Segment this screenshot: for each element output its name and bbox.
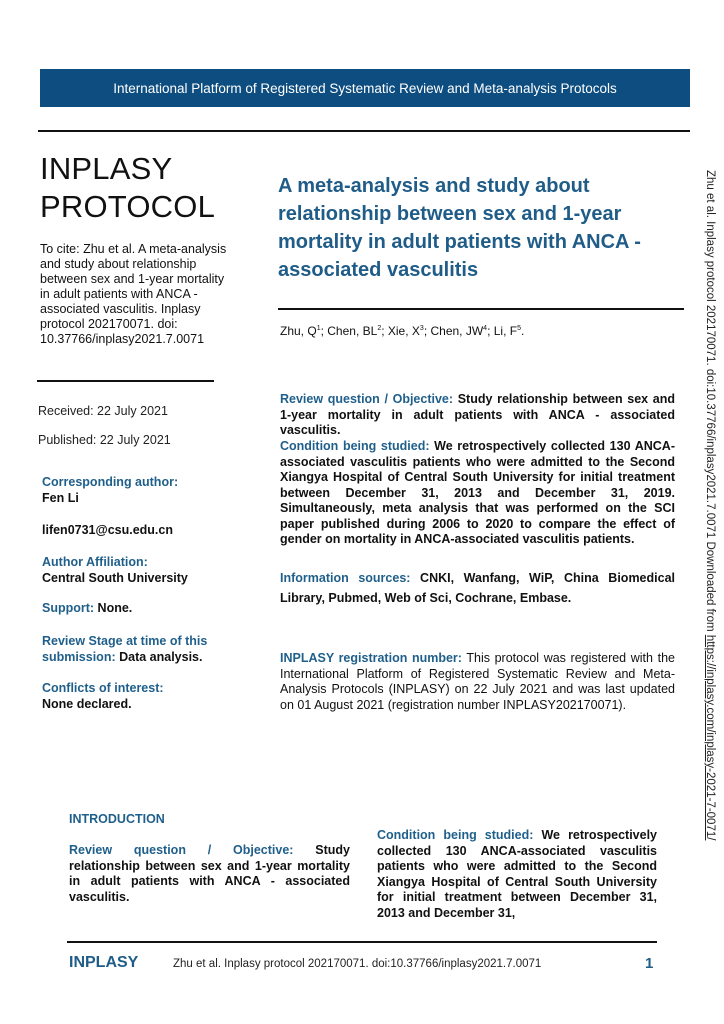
corresponding-name: Fen Li xyxy=(42,491,79,505)
intro-review-question xyxy=(69,843,350,905)
footer-divider xyxy=(67,941,657,943)
corresponding-author xyxy=(42,474,242,506)
corresponding-label: Corresponding author: xyxy=(42,475,179,489)
review-label: Review question / Objective: xyxy=(280,392,454,406)
registration-label: INPLASY registration number: xyxy=(280,651,462,665)
article-title: A meta-analysis and study about relationship between sex and 1-year mortality in adult patients with ANCA - associated vasculitis xyxy=(278,175,641,281)
affiliation-label: Author Affiliation: xyxy=(42,555,148,569)
author: Chen, $JW^4$; xyxy=(430,324,494,338)
intro-condition-label: Condition being studied: xyxy=(377,828,534,842)
conflicts-value: None declared. xyxy=(42,697,132,711)
abstract-registration xyxy=(280,651,675,713)
left-divider xyxy=(37,380,214,382)
intro-review-text: Study relationship between sex and 1-year mortality in adult patients with ANCA - associated vasculitis. xyxy=(69,843,350,904)
conflicts-label: Conflicts of interest: xyxy=(42,681,164,695)
condition-text: We retrospectively collected 130 ANCA-associated vasculitis patients who were admitted to the Second Xiangya Hospital of Central South University for initial treatment between December 31, 2013 and December 31, 2019. Simultaneously, meta analysis that was performed on the SCI paper published during 2006 to 2020 to compare the effect of gender on mortality in ANCA-associated vasculitis patients. xyxy=(280,439,675,546)
abstract-review-question xyxy=(280,392,675,439)
title-divider xyxy=(278,308,684,310)
protocol-heading xyxy=(40,150,215,226)
author-email xyxy=(42,522,242,538)
stage-value: Data analysis. xyxy=(115,650,203,664)
sources-text: CNKI, Wanfang, WiP, China Biomedical Library, Pubmed, Web of Sci, Cochrane, Embase. xyxy=(280,571,675,605)
affiliation-value: Central South University xyxy=(42,571,188,585)
footer-brand: INPLASY xyxy=(69,954,139,971)
introduction-heading: INTRODUCTION xyxy=(69,812,165,826)
author: Zhu, $Q^1$; xyxy=(280,324,328,338)
abstract-information-sources xyxy=(280,568,675,608)
intro-condition-text: We retrospectively collected 130 ANCA-associated vasculitis patients who were admitted to the Second Xiangya Hospital of Central South University for initial treatment between December 31, 2013 and December 31, xyxy=(377,828,658,920)
banner-text: International Platform of Registered Systematic Review and Meta-analysis Protocols xyxy=(113,80,617,96)
support-value: None. xyxy=(94,601,133,615)
registration-text: This protocol was registered with the International Platform of Registered Systematic Review and Meta-Analysis Protocols (INPLASY) on 22 July 2021 and was last updated on 01 August 2021 (registration number INPLASY202170071). xyxy=(280,651,675,712)
review-text: Study relationship between sex and 1-year mortality in adult patients with ANCA - associated vasculitis. xyxy=(280,392,675,437)
page-number: 1 xyxy=(645,955,654,972)
side-download-strip xyxy=(704,170,716,840)
heading-line-1: INPLASY xyxy=(40,151,173,186)
footer-citation: Zhu et al. Inplasy protocol 202170071. doi:10.37766/inplasy2021.7.0071 xyxy=(173,958,542,970)
intro-review-label: Review question / Objective: xyxy=(69,843,294,857)
platform-banner xyxy=(40,69,690,107)
email-link[interactable]: lifen0731@csu.edu.cn xyxy=(42,523,173,537)
conflicts-of-interest xyxy=(42,680,242,712)
published-date: Published: 22 July 2021 xyxy=(38,433,171,447)
abstract-condition xyxy=(280,439,675,548)
condition-label: Condition being studied: xyxy=(280,439,430,453)
support-label: Support: xyxy=(42,601,95,615)
sources-label: Information sources: xyxy=(280,571,411,585)
author: Li, $F^5$. xyxy=(493,324,525,338)
author-list xyxy=(280,324,524,338)
support xyxy=(42,600,242,616)
author: Xie, $X^3$; xyxy=(387,324,431,338)
side-strip-text: Zhu et al. Inplasy protocol 202170071. doi:10.37766/inplasy2021.7.0071 Downloaded from xyxy=(704,170,716,635)
author-affiliation xyxy=(42,554,242,586)
review-stage xyxy=(42,633,242,665)
intro-condition xyxy=(377,828,657,921)
heading-line-2: PROTOCOL xyxy=(40,189,216,224)
stage-label: Review Stage at time of this submission: xyxy=(42,634,208,664)
author: Chen, $BL^2$; xyxy=(327,324,388,338)
citation-text: To cite: Zhu et al. A meta-analysis and study about relationship between sex and 1-year mortality in adult patients with ANCA - associated vasculitis. Inplasy protocol 202170071. doi: 10.37766/inplasy2021.7.0071 xyxy=(40,242,227,346)
received-date: Received: 22 July 2021 xyxy=(38,404,168,418)
download-link[interactable]: https://inplasy.com/inplasy-2021-7-0071/ xyxy=(704,634,716,841)
top-divider xyxy=(38,130,690,132)
